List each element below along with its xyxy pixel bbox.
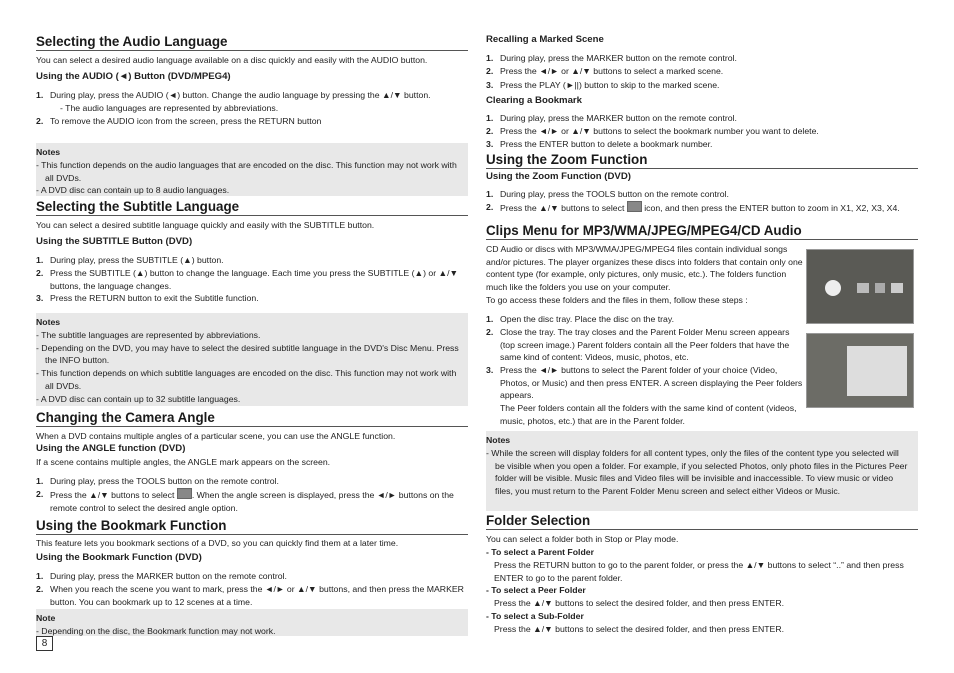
folder-peer-text: Press the ▲/▼ buttons to select the desired folder, and then press ENTER.	[494, 598, 785, 608]
subtitle-step-3: 3. Press the RETURN button to exit the Subtitle function.	[36, 293, 259, 303]
recall-step-1: 1. During play, press the MARKER button on the remote control.	[486, 53, 737, 63]
zoom-step-1: 1. During play, press the TOOLS button on the remote control.	[486, 189, 729, 199]
audio-intro: You can select a desired audio language available on a disc quickly and easily with the AUDIO button.	[36, 55, 428, 65]
angle-step-2: 2. Press the ▲/▼ buttons to select . When the angle screen is displayed, press the ◄/► buttons on the remote control to select the desired angle option.	[36, 489, 454, 513]
clear-sub: Clearing a Bookmark	[486, 95, 582, 106]
film-reel-icon	[825, 280, 841, 296]
folder-parent-text: Press the RETURN button to go to the parent folder, or press the ▲/▼ buttons to select “..” and then press ENTER to go to the parent folder.	[494, 560, 904, 583]
folder-peer-title: - To select a Peer Folder	[486, 585, 586, 595]
zoom-icon	[627, 201, 642, 212]
clear-step-3: 3. Press the ENTER button to delete a bookmark number.	[486, 139, 713, 149]
recall-step-2: 2. Press the ◄/► or ▲/▼ buttons to select a marked scene.	[486, 66, 724, 76]
bookmark-intro: This feature lets you bookmark sections of a DVD, so you can quickly find them at a later time.	[36, 538, 399, 548]
clear-step-1: 1. During play, press the MARKER button on the remote control.	[486, 113, 737, 123]
audio-step-2: 2. To remove the AUDIO icon from the screen, press the RETURN button	[36, 116, 322, 126]
clips-step-1: 1. Open the disc tray. Place the disc on the tray.	[486, 314, 674, 324]
photo-icon	[857, 283, 869, 293]
clear-step-2: 2. Press the ◄/► or ▲/▼ buttons to select the bookmark number you want to delete.	[486, 126, 819, 136]
peer-folder-menu-image	[806, 333, 914, 408]
bookmark-title: Using the Bookmark Function	[36, 518, 468, 535]
bookmark-step-2: 2. When you reach the scene you want to mark, press the ◄/► or ▲/▼ buttons, and then press the MARKER button. You can bookmark up to 12 scenes at a time.	[36, 584, 464, 607]
audio-step-1: 1. During play, press the AUDIO (◄) button. Change the audio language by pressing the ▲/▼ button.	[36, 90, 431, 100]
recall-step-3: 3. Press the PLAY (►||) button to skip to the marked scene.	[486, 80, 720, 90]
play-icon	[875, 283, 885, 293]
angle-intro: When a DVD contains multiple angles of a particular scene, you can use the ANGLE function.	[36, 431, 396, 441]
clips-title: Clips Menu for MP3/WMA/JPEG/MPEG4/CD Audio	[486, 223, 918, 240]
angle-sub-text: If a scene contains multiple angles, the ANGLE mark appears on the screen.	[36, 457, 331, 467]
bookmark-sub: Using the Bookmark Function (DVD)	[36, 552, 202, 563]
bookmark-note: Note - Depending on the disc, the Bookmark function may not work.	[36, 609, 468, 636]
folder-list-panel	[847, 346, 907, 396]
zoom-title: Using the Zoom Function	[486, 152, 918, 169]
audio-title: Selecting the Audio Language	[36, 34, 468, 51]
clips-step-3b: The Peer folders contain all the folders with the same kind of content (videos, music, photos, etc.) that are in the Parent folder.	[500, 403, 797, 426]
audio-notes: Notes - This function depends on the audio languages that are encoded on the disc. This function may not work with all DVDs. - A DVD disc can contain up to 8 audio languages.	[36, 143, 468, 196]
audio-step-1b: - The audio languages are represented by abbreviations.	[60, 103, 279, 113]
subtitle-sub: Using the SUBTITLE Button (DVD)	[36, 236, 193, 247]
folder-title: Folder Selection	[486, 513, 918, 530]
audio-sub: Using the AUDIO (◄) Button (DVD/MPEG4)	[36, 71, 231, 82]
angle-icon	[177, 488, 192, 499]
clips-notes: Notes - While the screen will display folders for all content types, only the files of the content type you selected will be visible when you open a folder. For example, if you selected Photos, only photo files in the Pictures Peer folder will be visible. Music files and Video files will be invisible and inaccessible. To view music or video files, you must return to the Parent Folder Menu screen and select either Videos or Music.	[486, 431, 918, 511]
clips-step-2: 2. Close the tray. The tray closes and the Parent Folder Menu screen appears (top screen image.) Parent folders contain all the Peer folders that have the same kind of content: Videos, music, photos, etc.	[486, 327, 790, 363]
folder-intro: You can select a folder both in Stop or Play mode.	[486, 534, 679, 544]
subtitle-intro: You can select a desired subtitle language quickly and easily with the SUBTITLE button.	[36, 220, 375, 230]
folder-sub-title: - To select a Sub-Folder	[486, 611, 584, 621]
clips-intro2: To go access these folders and the files in them, follow these steps :	[486, 295, 748, 305]
clips-intro: CD Audio or discs with MP3/WMA/JPEG/MPEG4 files contain individual songs and/or pictures. The player organizes these discs into folders that contain only one content type (for example, only pictures, only music, etc.). The folders function much like the folders you use on your computer.	[486, 244, 803, 292]
subtitle-title: Selecting the Subtitle Language	[36, 199, 468, 216]
zoom-sub: Using the Zoom Function (DVD)	[486, 171, 631, 182]
bookmark-step-1: 1. During play, press the MARKER button on the remote control.	[36, 571, 287, 581]
music-icon	[891, 283, 903, 293]
parent-folder-menu-image	[806, 249, 914, 324]
angle-title: Changing the Camera Angle	[36, 410, 468, 427]
recall-sub: Recalling a Marked Scene	[486, 34, 604, 45]
folder-sub-text: Press the ▲/▼ buttons to select the desired folder, and then press ENTER.	[494, 624, 785, 634]
zoom-step-2: 2. Press the ▲/▼ buttons to select icon, and then press the ENTER button to zoom in X1, X2, X3, X4.	[486, 202, 900, 213]
subtitle-step-1: 1. During play, press the SUBTITLE (▲) button.	[36, 255, 224, 265]
angle-sub: Using the ANGLE function (DVD)	[36, 443, 186, 454]
page-number: 8	[36, 636, 53, 651]
subtitle-step-2: 2. Press the SUBTITLE (▲) button to change the language. Each time you press the SUBTITLE (▲) or ▲/▼ buttons, the language changes.	[36, 268, 459, 291]
subtitle-notes: Notes - The subtitle languages are represented by abbreviations. - Depending on the DVD, you may have to select the desired subtitle language in the DVD's Disc Menu. Press the INFO button. - This function depends on which subtitle languages are encoded on the disc. This function may not work with all DVDs. - A DVD disc can contain up to 32 subtitle languages.	[36, 313, 468, 406]
angle-step-1: 1. During play, press the TOOLS button on the remote control.	[36, 476, 279, 486]
folder-parent-title: - To select a Parent Folder	[486, 547, 594, 557]
clips-step-3: 3. Press the ◄/► buttons to select the Parent folder of your choice (Video, Photos, or Music) and then press ENTER. A screen displaying the Peer folders appears.	[486, 365, 803, 401]
